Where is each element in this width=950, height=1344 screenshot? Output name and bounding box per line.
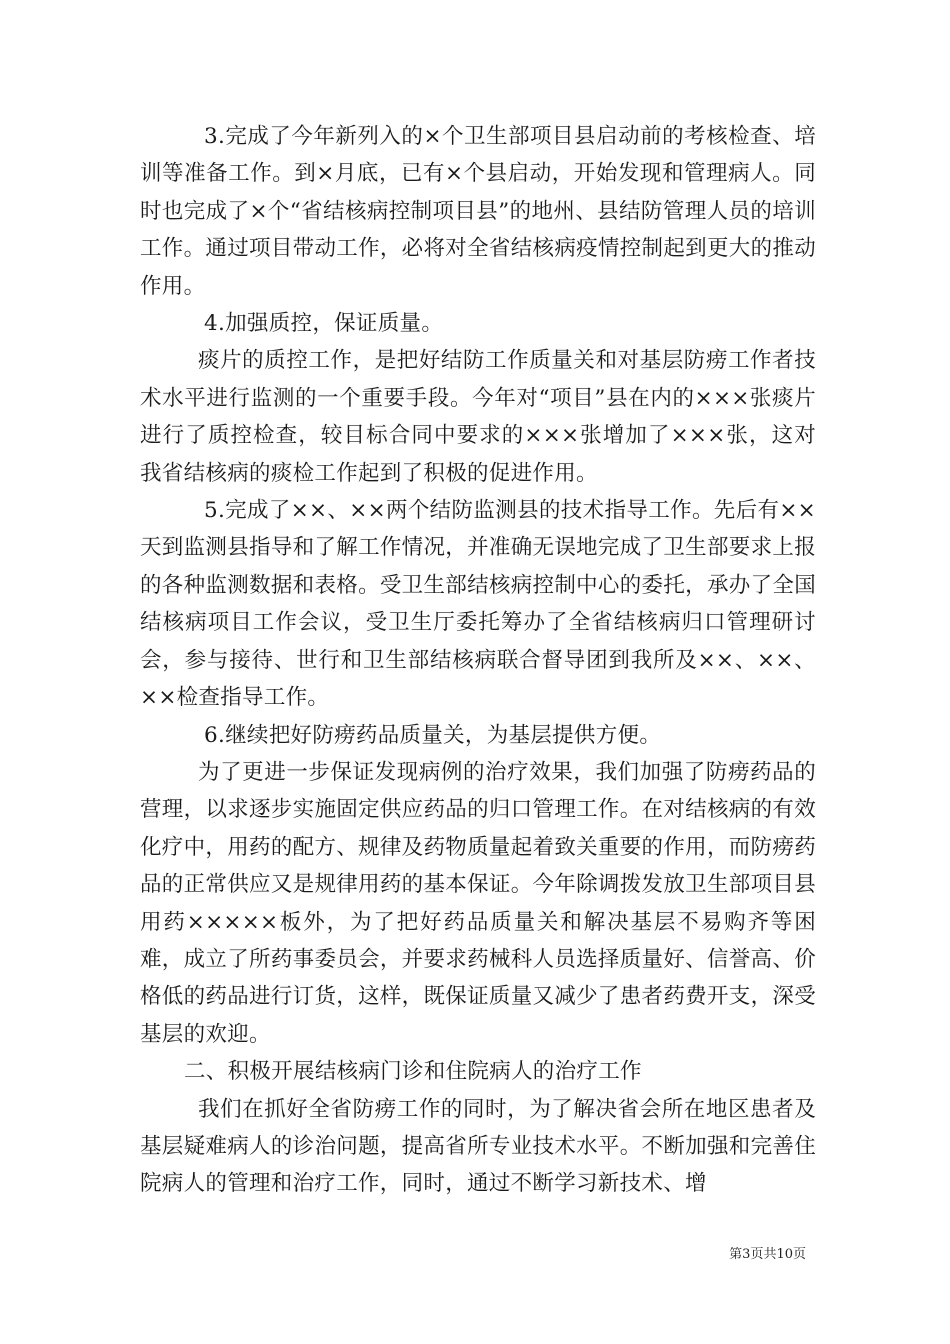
paragraph-heading-4: 4.加强质控，保证质量。 (204, 311, 444, 337)
page-number-footer: 第3页共10页 (729, 1247, 806, 1262)
paragraph-item-3: 3.完成了今年新列入的×个卫生部项目县启动前的考核检查、培训等准备工作。到×月底，已有×个县启动，开始发现和管理病人。同时也完成了×个“省结核病控制项目县”的地州、县结防管理人员的培训工作。通过项目带动工作，必将对全省结核病疫情控制起到更大的推动作用。 (140, 124, 816, 299)
paragraph-heading-6: 6.继续把好防痨药品质量关，为基层提供方便。 (204, 722, 662, 748)
document-body (140, 118, 816, 1203)
paragraph-item-5: 5.完成了××、××两个结防监测县的技术指导工作。先后有××天到监测县指导和了解工作情况，并准确无误地完成了卫生部要求上报的各种监测数据和表格。受卫生部结核病控制中心的委托，承办了全国结核病项目工作会议，受卫生厅委托筹办了全省结核病归口管理研讨会，参与接待、世行和卫生部结核病联合督导团到我所及××、××、××检查指导工作。 (140, 498, 816, 711)
paragraph-sputum-qc: 痰片的质控工作，是把好结防工作质量关和对基层防痨工作者技术水平进行监测的一个重要手段。今年对“项目”县在内的×××张痰片进行了质控检查，较目标合同中要求的×××张增加了×××张，这对我省结核病的痰检工作起到了积极的促进作用。 (140, 348, 816, 486)
paragraph-drug-management: 为了更进一步保证发现病例的治疗效果，我们加强了防痨药品的营理，以求逐步实施固定供应药品的归口管理工作。在对结核病的有效化疗中，用药的配方、规律及药物质量起着致关重要的作用，而防痨药品的正常供应又是规律用药的基本保证。今年除调拨发放卫生部项目县用药×××××板外，为了把好药品质量关和解决基层不易购齐等困难，成立了所药事委员会，并要求药械科人员选择质量好、信誉高、价格低的药品进行订货，这样，既保证质量又减少了患者药费开支，深受基层的欢迎。 (140, 759, 816, 1047)
paragraph-treatment: 我们在抓好全省防痨工作的同时，为了解决省会所在地区患者及基层疑难病人的诊治问题，提高省所专业技术水平。不断加强和完善住院病人的管理和治疗工作，同时，通过不断学习新技术、增 (140, 1096, 816, 1197)
section-heading-2: 二、积极开展结核病门诊和住院病人的治疗工作 (184, 1059, 642, 1085)
